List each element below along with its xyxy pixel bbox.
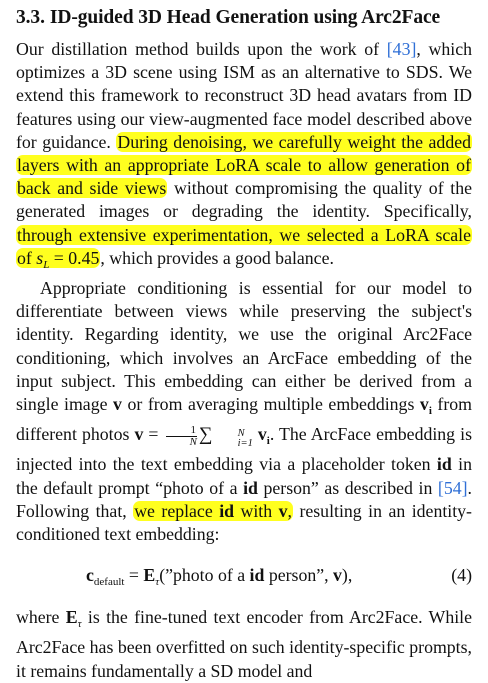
text: Appropriate conditioning is essential for our model to differentiate between views while preserving the subject's identity. Regarding identity, we use the original Arc2Face conditioning, which involves an ArcFace embedding of the input subject. This embedding can either be derived from a single image — [16, 278, 472, 415]
section-heading — [16, 6, 472, 30]
equation-4 — [16, 552, 472, 598]
math-v: v — [134, 424, 144, 445]
text: Our distillation method builds upon the work of — [16, 39, 387, 59]
paragraph-3 — [16, 606, 472, 683]
highlight-replace-id: we replace id with v, — [134, 500, 292, 521]
math-sub-i: i — [428, 405, 432, 418]
math-sub-i: i — [266, 435, 270, 448]
math-equals: = — [143, 424, 164, 445]
equation-body: $c_{default}$ = $E_\tau(”photo$ of a id person”, v), — [86, 565, 353, 589]
paragraph-1 — [16, 38, 472, 277]
text: person” as described in — [257, 477, 438, 498]
math-E: E — [65, 607, 78, 628]
text: , which provides a good balance. — [100, 247, 334, 268]
math-sub-tau: τ — [77, 618, 82, 631]
math-sub-L: L — [43, 258, 50, 271]
highlight-lora-scale: through extensive experimentation, we selected a LoRA scale of $s_L = 0.45$ — [17, 224, 471, 271]
math-v: v — [113, 394, 122, 415]
text: from different photos — [16, 394, 472, 445]
math-fraction: $\frac{1}{N}$ — [166, 425, 198, 448]
text: resulting in an identity-conditioned text embedding: — [16, 500, 472, 545]
math-sum-limits: N i=1 — [237, 428, 253, 450]
text: or from averaging multiple embeddings — [121, 394, 420, 415]
math-id: id — [243, 477, 258, 498]
math-v: v — [419, 394, 429, 415]
text: . Following that, — [16, 477, 472, 521]
text: . The ArcFace embedding is injected into the text embedding via a placeholder token — [16, 424, 473, 475]
text: , which optimizes a 3D scene using ISM as an alternative to SDS. We extend this framework to reconstruct 3D head avatars from ID features using our view-augmented face model described above for guidance. — [16, 39, 472, 152]
text: in the default prompt “photo of a — [16, 454, 472, 498]
math-v: v — [257, 424, 267, 445]
highlight-lora-weighting: During denoising, we carefully weight the added layers with an appropriate LoRA scale to allow generation of back and side views — [17, 131, 471, 199]
text: where — [16, 607, 66, 628]
text: without compromising the quality of the generated images or degrading the identity. Specifically, — [16, 178, 472, 222]
equation-number: (4) — [451, 565, 472, 586]
section-title: ID-guided 3D Head Generation using Arc2Face — [49, 7, 441, 28]
math-value: = 0.45 — [49, 247, 100, 268]
citation-54[interactable]: [54] — [437, 477, 468, 498]
math-sum: ∑ — [199, 424, 213, 446]
math-id: id — [436, 454, 452, 475]
paragraph-2 — [16, 277, 472, 546]
citation-43[interactable]: [43] — [386, 39, 417, 59]
section-number: 3.3. — [16, 7, 45, 28]
math-s: s — [36, 247, 44, 268]
text: is the fine-tuned text encoder from Arc2Face. While Arc2Face has been overfitted on such identity-specific prompts, it remains fundamentally a SD model and — [16, 607, 472, 681]
